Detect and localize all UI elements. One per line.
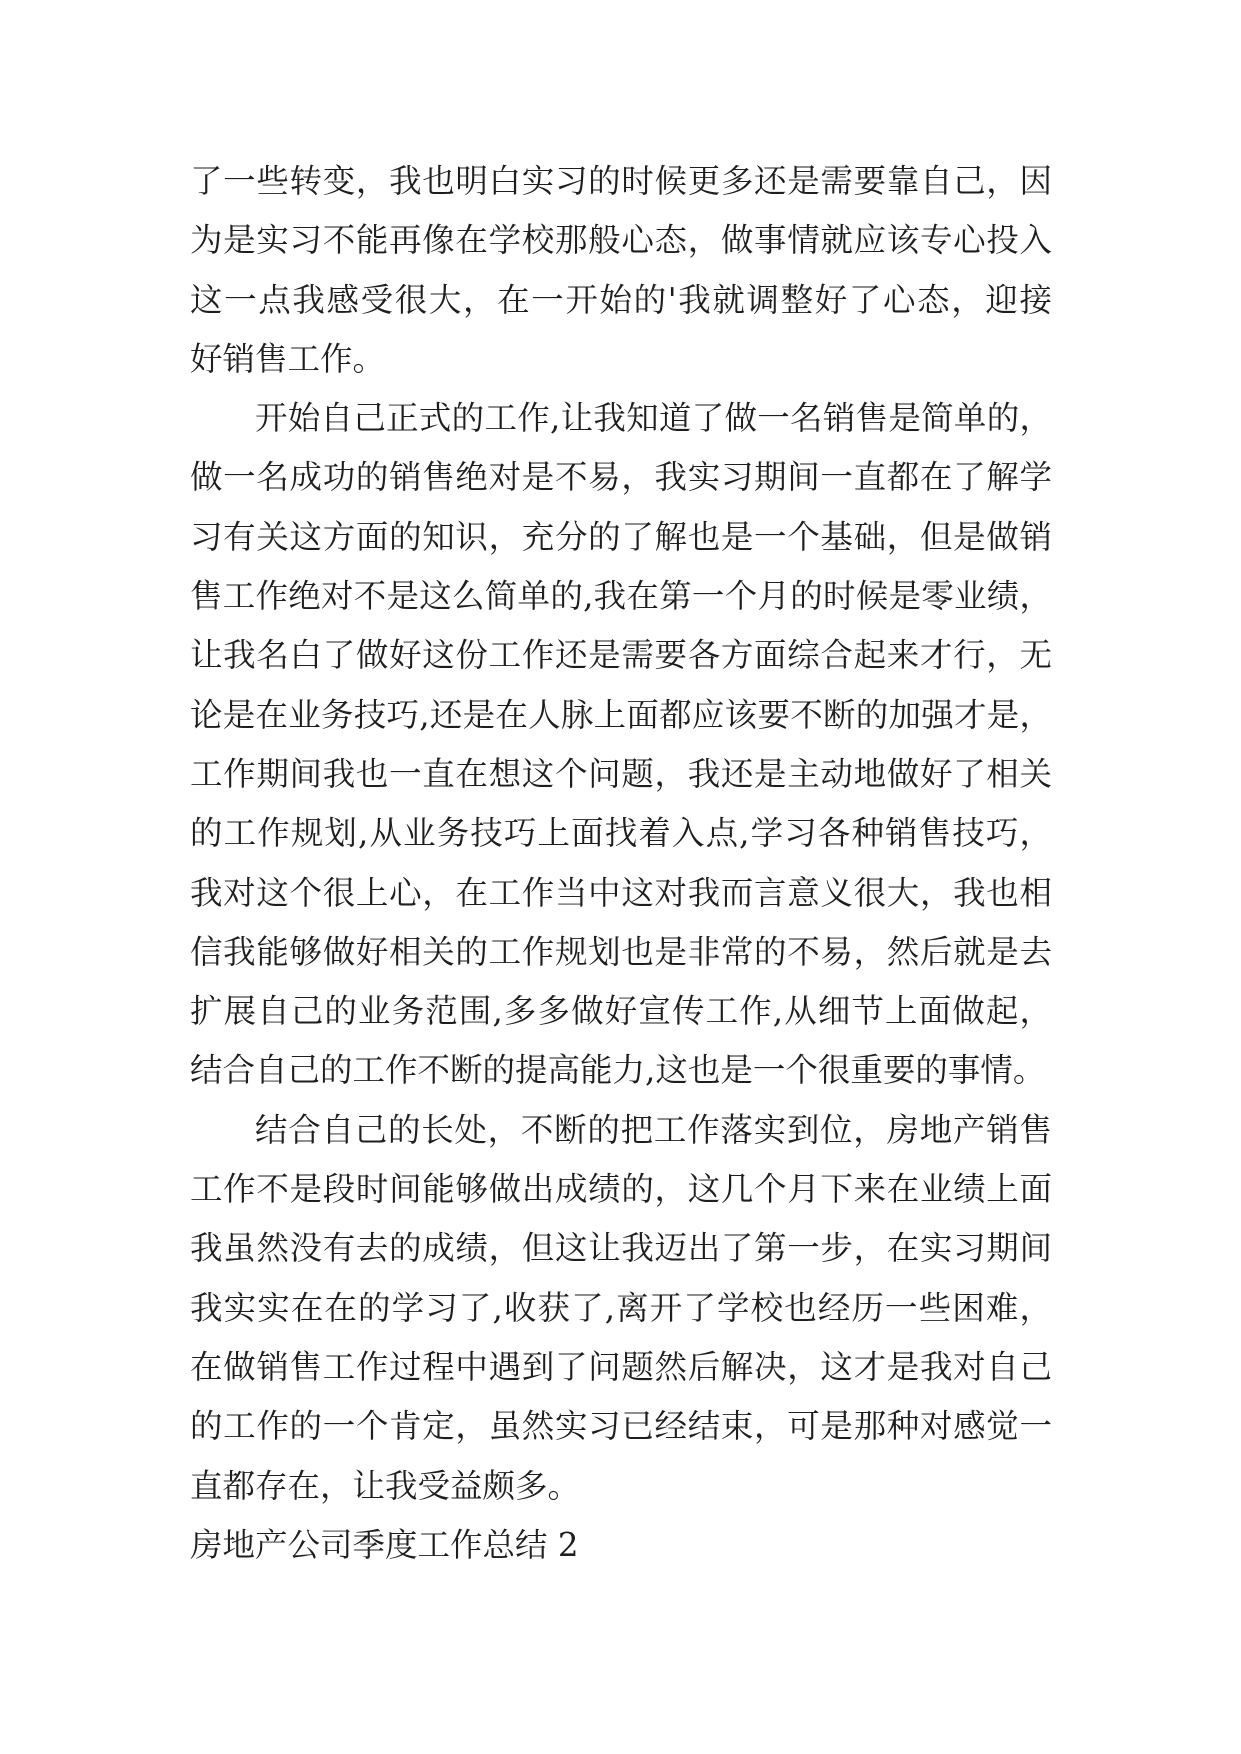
text-line: 这一点我感受很大，在一开始的'我就调整好了心态，迎接 <box>190 280 1052 319</box>
text-line: 习有关这方面的知识，充分的了解也是一个基础，但是做销 <box>190 517 1052 556</box>
text-line: 做一名成功的销售绝对是不易，我实习期间一直都在了解学 <box>190 458 1052 497</box>
section-title: 房地产公司季度工作总结 2 <box>190 1525 579 1564</box>
text-line: 扩展自己的业务范围,多多做好宣传工作,从细节上面做起， <box>190 992 1052 1031</box>
text-line: 我实实在在的学习了,收获了,离开了学校也经历一些困难， <box>190 1288 1052 1327</box>
text-line: 我对这个很上心，在工作当中这对我而言意义很大，我也相 <box>190 873 1052 912</box>
text-line: 售工作绝对不是这么简单的,我在第一个月的时候是零业绩， <box>190 577 1052 616</box>
text-line: 让我名白了做好这份工作还是需要各方面综合起来才行，无 <box>190 636 1052 675</box>
text-line: 好销售工作。 <box>190 339 386 378</box>
text-line: 直都存在，让我受益颇多。 <box>190 1466 581 1505</box>
text-line: 的工作的一个肯定，虽然实习已经结束，可是那种对感觉一 <box>190 1407 1052 1446</box>
document-body <box>190 152 1052 1575</box>
text-line: 开始自己正式的工作,让我知道了做一名销售是简单的， <box>255 399 1052 438</box>
text-line: 我虽然没有去的成绩，但这让我迈出了第一步，在实习期间 <box>190 1229 1052 1268</box>
text-line: 了一些转变，我也明白实习的时候更多还是需要靠自己，因 <box>190 162 1052 200</box>
paragraph <box>190 389 1052 1101</box>
paragraph <box>190 1101 1052 1516</box>
text-line: 工作不是段时间能够做出成绩的，这几个月下来在业绩上面 <box>190 1170 1052 1209</box>
text-line: 结合自己的工作不断的提高能力,这也是一个很重要的事情。 <box>190 1051 1046 1090</box>
text-line: 结合自己的长处，不断的把工作落实到位，房地产销售 <box>255 1110 1052 1149</box>
paragraph <box>190 152 1052 389</box>
text-line: 工作期间我也一直在想这个问题，我还是主动地做好了相关 <box>190 754 1052 793</box>
text-line: 论是在业务技巧,还是在人脉上面都应该要不断的加强才是， <box>190 695 1052 734</box>
text-line: 在做销售工作过程中遇到了问题然后解决，这才是我对自己 <box>190 1347 1052 1386</box>
text-line: 信我能够做好相关的工作规划也是非常的不易，然后就是去 <box>190 932 1052 971</box>
text-line: 为是实习不能再像在学校那般心态，做事情就应该专心投入 <box>190 221 1052 260</box>
text-line: 的工作规划,从业务技巧上面找着入点,学习各种销售技巧， <box>190 814 1052 853</box>
